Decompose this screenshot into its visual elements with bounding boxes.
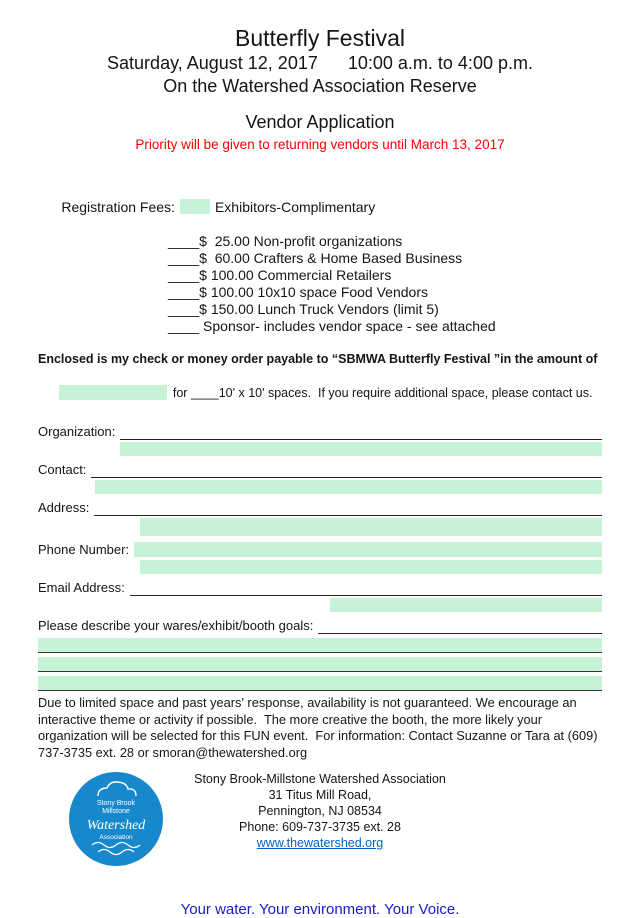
describe-row	[38, 618, 602, 634]
exhibitor-fee-blank[interactable]	[180, 199, 210, 214]
address-input[interactable]	[140, 518, 602, 536]
contact-input[interactable]	[95, 480, 602, 494]
fee-option-crafters: ____$ 60.00 Crafters & Home Based Business	[168, 250, 463, 266]
email-label: Email Address:	[38, 580, 125, 595]
fee-option-lunch-truck: ____$ 150.00 Lunch Truck Vendors (limit 5)	[168, 301, 439, 317]
phone-input[interactable]	[134, 542, 602, 557]
exhibitor-option-label: Exhibitors-Complimentary	[214, 199, 376, 215]
organization-row	[38, 424, 602, 440]
registration-fees-section	[38, 182, 602, 335]
address-underline	[94, 502, 602, 516]
fee-option-sponsor: ____ Sponsor- includes vendor space - see attached	[168, 318, 496, 334]
contact-label: Contact:	[38, 462, 87, 477]
vendor-form-section	[38, 424, 602, 691]
org-address-line1: 31 Titus Mill Road,	[268, 788, 372, 802]
payment-details: for ____10' x 10' spaces. If you require additional space, please contact us.	[172, 386, 593, 400]
goals-input-line-3[interactable]	[38, 676, 602, 691]
website-link[interactable]: www.thewatershed.org	[256, 836, 384, 850]
registration-fees-label: Registration Fees:	[61, 199, 175, 215]
document-footer	[38, 771, 602, 875]
amount-blank[interactable]	[59, 385, 167, 400]
payment-section	[38, 351, 602, 414]
address-row	[38, 500, 602, 516]
email-input[interactable]	[330, 598, 602, 612]
application-title: Vendor Application	[245, 112, 395, 132]
fee-row-exhibitors	[38, 182, 602, 233]
goals-input-line-2[interactable]	[38, 657, 602, 672]
fee-option-commercial: ____$ 100.00 Commercial Retailers	[168, 267, 392, 283]
organization-label: Organization:	[38, 424, 116, 439]
page-title: Butterfly Festival	[235, 25, 405, 51]
document-header	[38, 24, 602, 154]
address-label: Address:	[38, 500, 90, 515]
tagline: Your water. Your environment. Your Voice.	[180, 901, 460, 918]
org-phone: Phone: 609-737-3735 ext. 28	[239, 820, 401, 834]
contact-underline	[91, 464, 602, 478]
logo-text-line3: Watershed	[86, 818, 146, 833]
goals-input-line-1[interactable]	[38, 638, 602, 653]
phone-row	[38, 542, 602, 558]
org-address-line2: Pennington, NJ 08534	[258, 804, 382, 818]
watershed-logo	[68, 771, 164, 867]
email-underline	[130, 582, 602, 596]
email-row	[38, 580, 602, 596]
event-location-line: On the Watershed Association Reserve	[163, 76, 477, 96]
payment-amount-row	[38, 371, 602, 414]
describe-label: Please describe your wares/exhibit/booth goals:	[38, 618, 314, 633]
logo-text-line2: Millstone	[102, 808, 130, 815]
org-name: Stony Brook-Millstone Watershed Association	[194, 772, 446, 786]
describe-underline	[318, 620, 602, 634]
availability-note: Due to limited space and past years' response, availability is not guaranteed. We encourage an interactive theme or activity if possible. The more creative the booth, the more likely your organization will be selected for this FUN event. For information: Contact Suzanne or Tara at (609) 737-3735 ext. 28 or smoran@thewatershed.org	[38, 695, 602, 760]
phone-input-extra[interactable]	[140, 560, 602, 574]
priority-note: Priority will be given to returning vendors until March 13, 2017	[135, 137, 505, 152]
organization-underline	[120, 426, 602, 440]
phone-label: Phone Number:	[38, 542, 130, 557]
event-date-line: Saturday, August 12, 2017 10:00 a.m. to 4:00 p.m.	[107, 53, 533, 73]
logo-text-line1: Stony Brook	[96, 800, 136, 807]
payment-instruction: Enclosed is my check or money order payable to “SBMWA Butterfly Festival ”in the amount of	[38, 352, 598, 366]
fee-option-food-vendors: ____$ 100.00 10x10 space Food Vendors	[168, 284, 428, 300]
fee-option-nonprofit: ____$ 25.00 Non-profit organizations	[168, 233, 403, 249]
logo-text-line4: Association	[99, 834, 133, 841]
organization-input[interactable]	[120, 442, 602, 456]
contact-row	[38, 462, 602, 478]
